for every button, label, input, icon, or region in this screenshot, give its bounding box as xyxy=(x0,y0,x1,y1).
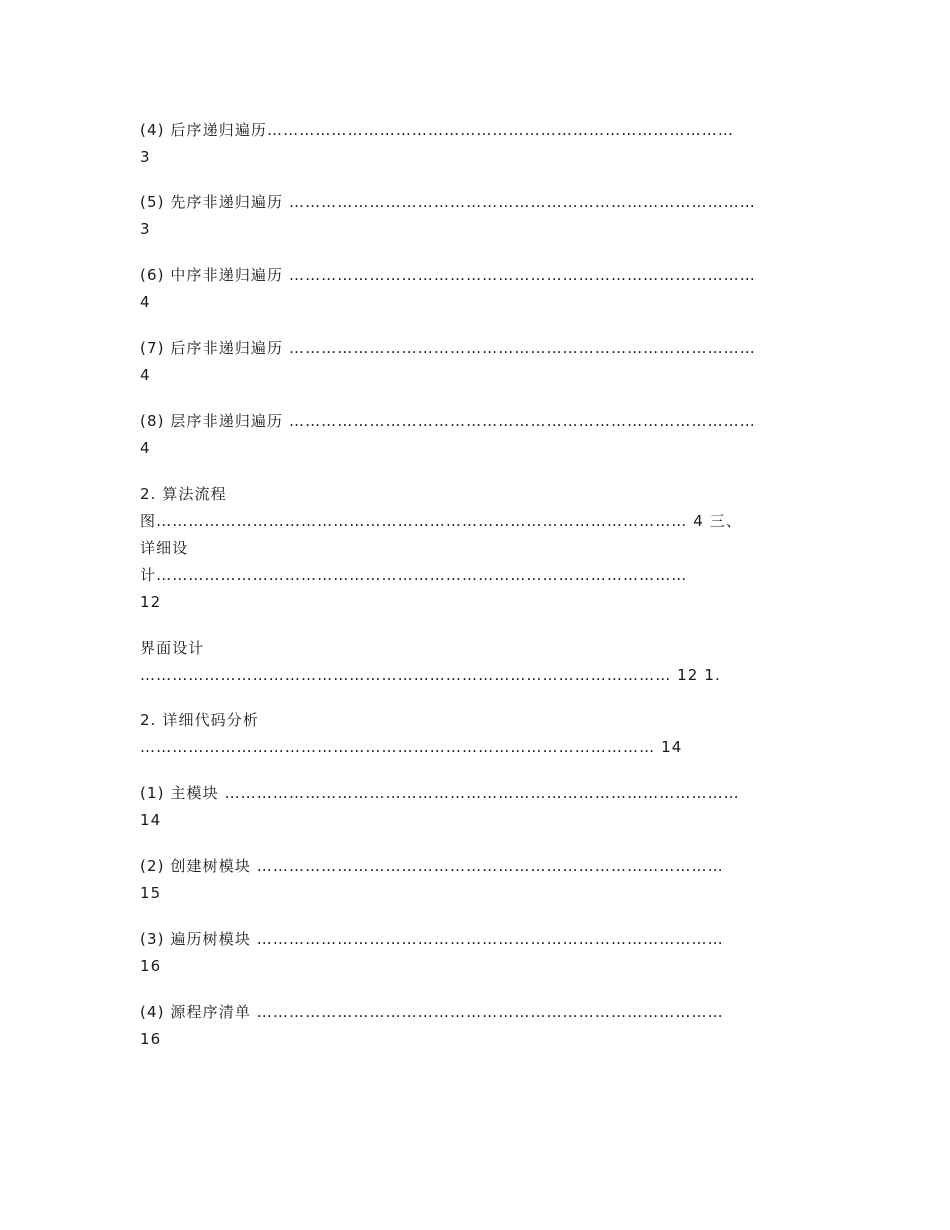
toc-entry-detailed-design: 详细设 xyxy=(140,539,189,557)
toc-page-number: 15 xyxy=(140,884,162,902)
toc-entry-interface-design: 界面设计 xyxy=(140,639,205,657)
toc-entry-create-tree-module: (2) 创建树模块 …………………………………………………………………………… xyxy=(140,857,724,875)
toc-entry-code-analysis: 2. 详细代码分析 xyxy=(140,711,259,729)
toc-entry-algorithm-flowchart: 2. 算法流程 xyxy=(140,485,227,503)
toc-page-number: 3 xyxy=(140,220,151,238)
toc-page-number: 16 xyxy=(140,1030,162,1048)
toc-entry-traverse-tree-module: (3) 遍历树模块 …………………………………………………………………………… xyxy=(140,930,724,948)
toc-page-number: 14 xyxy=(140,811,162,829)
toc-entry-levelorder-nonrecursive: (8) 层序非递归遍历 …………………………………………………………………………… xyxy=(140,412,756,430)
toc-entry-detailed-design-cont: 计……………………………………………………………………………………… xyxy=(140,566,688,584)
toc-entry-code-analysis-cont: …………………………………………………………………………………… 14 xyxy=(140,738,683,756)
toc-entry-main-module: (1) 主模块 …………………………………………………………………………………… xyxy=(140,784,740,802)
toc-entry-postorder-recursive: (4) 后序递归遍历…………………………………………………………………………… xyxy=(140,121,734,139)
toc-page-number: 3 xyxy=(140,148,151,166)
toc-entry-inorder-nonrecursive: (6) 中序非递归遍历 …………………………………………………………………………… xyxy=(140,266,756,284)
toc-page-number: 4 xyxy=(140,293,151,311)
toc-page-number: 12 xyxy=(140,593,162,611)
toc-entry-interface-design-cont: ……………………………………………………………………………………… 12 1. xyxy=(140,666,721,684)
toc-page-number: 16 xyxy=(140,957,162,975)
toc-entry-algorithm-flowchart-cont: 图……………………………………………………………………………………… 4 三、 xyxy=(140,512,742,530)
toc-entry-postorder-nonrecursive: (7) 后序非递归遍历 …………………………………………………………………………… xyxy=(140,339,756,357)
toc-entry-preorder-nonrecursive: (5) 先序非递归遍历 …………………………………………………………………………… xyxy=(140,193,756,211)
toc-page-number: 4 xyxy=(140,439,151,457)
toc-entry-source-listing: (4) 源程序清单 …………………………………………………………………………… xyxy=(140,1003,724,1021)
toc-page-number: 4 xyxy=(140,366,151,384)
